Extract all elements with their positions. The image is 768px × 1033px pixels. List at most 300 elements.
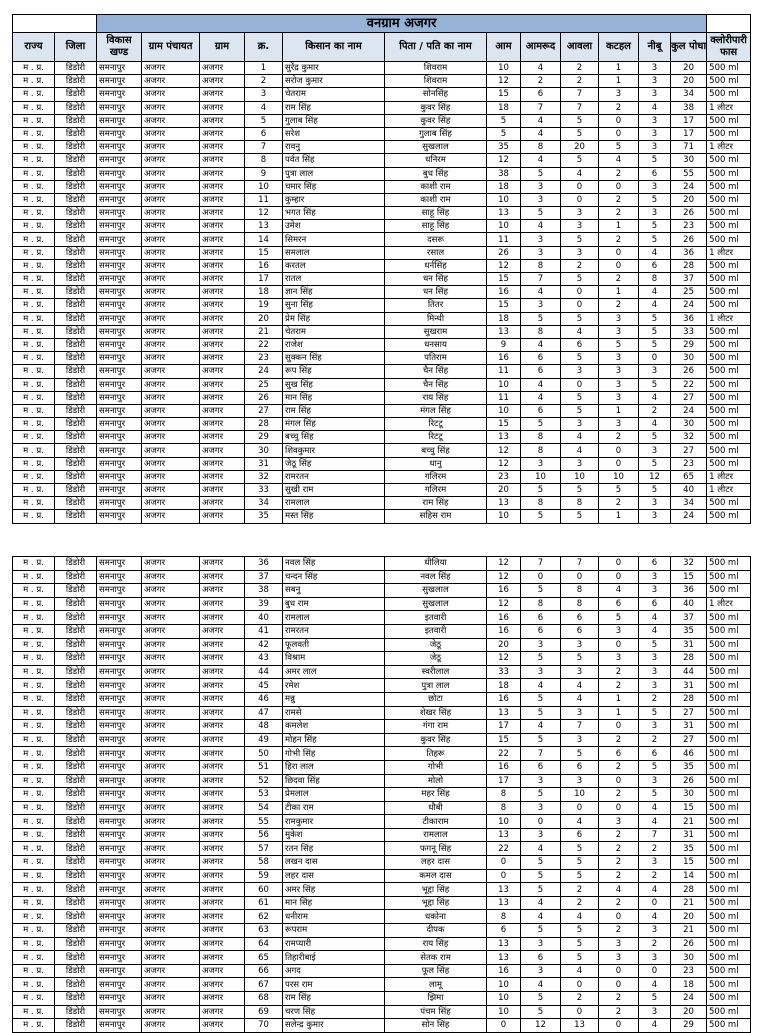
cell-serial: 19 xyxy=(245,299,283,312)
cell-farmer-name: सुखी राम xyxy=(283,484,385,497)
cell-chlorpyrifos: 1 लीटर xyxy=(707,101,751,114)
table-row xyxy=(13,815,751,829)
cell-panchayat: अजगर xyxy=(142,706,200,720)
cell-father-name: भूद्दा सिंह xyxy=(385,896,487,910)
cell-block: समनापुर xyxy=(97,259,142,272)
cell-father-name: राम सिंह xyxy=(385,497,487,510)
cell-father-name: पुत्रा लाल xyxy=(385,679,487,693)
cell-panchayat: अजगर xyxy=(142,338,200,351)
cell-father-name: मोलो xyxy=(385,774,487,788)
cell-father-name: धनिरम xyxy=(385,154,487,167)
cell-serial: 59 xyxy=(245,869,283,883)
cell-total-plants: 26 xyxy=(671,207,707,220)
cell-district: डिंडोरी xyxy=(55,652,97,666)
table-row xyxy=(13,611,751,625)
cell-total-plants: 27 xyxy=(671,391,707,404)
cell-serial: 62 xyxy=(245,910,283,924)
cell-state: म . प्र. xyxy=(13,611,55,625)
cell-serial: 52 xyxy=(245,774,283,788)
cell-block: समनापुर xyxy=(97,88,142,101)
cell-village: अजगर xyxy=(200,154,245,167)
cell-lemon: 4 xyxy=(639,801,671,815)
cell-farmer-name: लखन दास xyxy=(283,856,385,870)
cell-chlorpyrifos: 500 ml xyxy=(707,391,751,404)
cell-state: म . प्र. xyxy=(13,497,55,510)
cell-jackfruit: 3 xyxy=(599,88,639,101)
header-mango: आम xyxy=(487,33,521,62)
cell-village: अजगर xyxy=(200,828,245,842)
cell-district: डिंडोरी xyxy=(55,312,97,325)
cell-total-plants: 20 xyxy=(671,75,707,88)
cell-lemon: 3 xyxy=(639,1005,671,1019)
cell-farmer-name: गोभी सिंह xyxy=(283,747,385,761)
cell-amla: 5 xyxy=(561,154,599,167)
cell-amla: 7 xyxy=(561,88,599,101)
cell-serial: 27 xyxy=(245,404,283,417)
table-row xyxy=(13,193,751,206)
cell-jackfruit: 4 xyxy=(599,154,639,167)
cell-state: म . प्र. xyxy=(13,444,55,457)
cell-district: डिंडोरी xyxy=(55,638,97,652)
cell-total-plants: 34 xyxy=(671,497,707,510)
cell-farmer-name: सरोज कुमार xyxy=(283,75,385,88)
cell-mango: 18 xyxy=(487,312,521,325)
cell-jackfruit: 2 xyxy=(599,207,639,220)
cell-panchayat: अजगर xyxy=(142,365,200,378)
cell-father-name: काशी राम xyxy=(385,180,487,193)
cell-village: अजगर xyxy=(200,418,245,431)
cell-jackfruit: 6 xyxy=(599,597,639,611)
title-blank-left xyxy=(13,15,97,33)
cell-amla: 0 xyxy=(561,180,599,193)
cell-lemon: 3 xyxy=(639,720,671,734)
table-row xyxy=(13,706,751,720)
cell-district: डिंडोरी xyxy=(55,828,97,842)
cell-state: म . प्र. xyxy=(13,141,55,154)
cell-district: डिंडोरी xyxy=(55,815,97,829)
cell-farmer-name: करतल xyxy=(283,259,385,272)
cell-block: समनापुर xyxy=(97,1005,142,1019)
cell-village: अजगर xyxy=(200,679,245,693)
cell-mango: 18 xyxy=(487,180,521,193)
cell-lemon: 5 xyxy=(639,220,671,233)
cell-panchayat: अजगर xyxy=(142,896,200,910)
cell-jackfruit: 3 xyxy=(599,312,639,325)
cell-amla: 3 xyxy=(561,774,599,788)
cell-total-plants: 32 xyxy=(671,431,707,444)
cell-village: अजगर xyxy=(200,692,245,706)
cell-panchayat: अजगर xyxy=(142,418,200,431)
cell-serial: 20 xyxy=(245,312,283,325)
cell-jackfruit: 3 xyxy=(599,652,639,666)
cell-amla: 10 xyxy=(561,788,599,802)
cell-serial: 66 xyxy=(245,964,283,978)
cell-total-plants: 28 xyxy=(671,883,707,897)
cell-lemon: 5 xyxy=(639,788,671,802)
cell-total-plants: 24 xyxy=(671,299,707,312)
cell-village: अजगर xyxy=(200,404,245,417)
plantation-table-part-2 xyxy=(12,556,751,1033)
cell-farmer-name: अमर सिंह xyxy=(283,883,385,897)
cell-panchayat: अजगर xyxy=(142,62,200,75)
cell-panchayat: अजगर xyxy=(142,774,200,788)
cell-jackfruit: 0 xyxy=(599,457,639,470)
cell-village: अजगर xyxy=(200,365,245,378)
table-row xyxy=(13,937,751,951)
cell-mango: 15 xyxy=(487,273,521,286)
cell-village: अजगर xyxy=(200,352,245,365)
cell-panchayat: अजगर xyxy=(142,404,200,417)
cell-state: म . प्र. xyxy=(13,883,55,897)
cell-guava: 4 xyxy=(521,679,561,693)
cell-lemon: 5 xyxy=(639,431,671,444)
cell-amla: 2 xyxy=(561,62,599,75)
cell-serial: 44 xyxy=(245,665,283,679)
cell-guava: 5 xyxy=(521,510,561,523)
cell-amla: 4 xyxy=(561,679,599,693)
cell-block: समनापुर xyxy=(97,510,142,523)
cell-guava: 4 xyxy=(521,338,561,351)
cell-panchayat: अजगर xyxy=(142,444,200,457)
cell-state: म . प्र. xyxy=(13,774,55,788)
table-row xyxy=(13,733,751,747)
cell-state: म . प्र. xyxy=(13,842,55,856)
cell-serial: 50 xyxy=(245,747,283,761)
cell-chlorpyrifos: 500 ml xyxy=(707,747,751,761)
cell-panchayat: अजगर xyxy=(142,127,200,140)
cell-village: अजगर xyxy=(200,299,245,312)
cell-father-name: पतिराम xyxy=(385,352,487,365)
cell-village: अजगर xyxy=(200,312,245,325)
cell-lemon: 5 xyxy=(639,312,671,325)
cell-amla: 7 xyxy=(561,101,599,114)
cell-district: डिंडोरी xyxy=(55,114,97,127)
table-row xyxy=(13,180,751,193)
cell-village: अजगर xyxy=(200,444,245,457)
cell-panchayat: अजगर xyxy=(142,154,200,167)
cell-lemon: 4 xyxy=(639,299,671,312)
cell-chlorpyrifos: 500 ml xyxy=(707,992,751,1006)
cell-chlorpyrifos: 1 लीटर xyxy=(707,312,751,325)
cell-village: अजगर xyxy=(200,624,245,638)
cell-village: अजगर xyxy=(200,338,245,351)
cell-block: समनापुर xyxy=(97,101,142,114)
table-row xyxy=(13,246,751,259)
cell-total-plants: 71 xyxy=(671,141,707,154)
cell-farmer-name: रमेश xyxy=(283,679,385,693)
cell-district: डिंडोरी xyxy=(55,167,97,180)
cell-farmer-name: रूपराम xyxy=(283,924,385,938)
cell-total-plants: 44 xyxy=(671,665,707,679)
cell-chlorpyrifos: 500 ml xyxy=(707,510,751,523)
cell-state: म . प्र. xyxy=(13,815,55,829)
cell-mango: 10 xyxy=(487,815,521,829)
cell-block: समनापुर xyxy=(97,720,142,734)
cell-total-plants: 17 xyxy=(671,127,707,140)
table-row xyxy=(13,75,751,88)
cell-village: अजगर xyxy=(200,114,245,127)
cell-district: डिंडोरी xyxy=(55,937,97,951)
cell-serial: 42 xyxy=(245,638,283,652)
cell-guava: 4 xyxy=(521,978,561,992)
cell-amla: 5 xyxy=(561,127,599,140)
cell-block: समनापुर xyxy=(97,828,142,842)
cell-total-plants: 23 xyxy=(671,220,707,233)
table-row xyxy=(13,338,751,351)
cell-district: डिंडोरी xyxy=(55,484,97,497)
cell-panchayat: अजगर xyxy=(142,167,200,180)
cell-amla: 7 xyxy=(561,720,599,734)
cell-jackfruit: 2 xyxy=(599,193,639,206)
cell-farmer-name: सुरेंद्र कुमार xyxy=(283,62,385,75)
cell-village: अजगर xyxy=(200,88,245,101)
cell-father-name: लहर दास xyxy=(385,856,487,870)
cell-district: डिंडोरी xyxy=(55,801,97,815)
cell-block: समनापुर xyxy=(97,706,142,720)
cell-mango: 5 xyxy=(487,114,521,127)
cell-panchayat: अजगर xyxy=(142,733,200,747)
header-district: जिला xyxy=(55,33,97,62)
cell-panchayat: अजगर xyxy=(142,352,200,365)
table-row xyxy=(13,457,751,470)
cell-district: डिंडोरी xyxy=(55,692,97,706)
cell-block: समनापुर xyxy=(97,557,142,571)
cell-mango: 13 xyxy=(487,207,521,220)
cell-mango: 16 xyxy=(487,624,521,638)
cell-amla: 6 xyxy=(561,338,599,351)
cell-total-plants: 32 xyxy=(671,557,707,571)
cell-father-name: साहू सिंह xyxy=(385,220,487,233)
cell-father-name: फूल सिंह xyxy=(385,964,487,978)
cell-guava: 6 xyxy=(521,611,561,625)
cell-amla: 5 xyxy=(561,842,599,856)
cell-block: समनापुर xyxy=(97,167,142,180)
cell-jackfruit: 1 xyxy=(599,62,639,75)
cell-farmer-name: मान सिंह xyxy=(283,391,385,404)
cell-jackfruit: 2 xyxy=(599,679,639,693)
cell-serial: 61 xyxy=(245,896,283,910)
cell-father-name: नवल सिंह xyxy=(385,570,487,584)
cell-district: डिंडोरी xyxy=(55,352,97,365)
cell-district: डिंडोरी xyxy=(55,510,97,523)
cell-block: समनापुर xyxy=(97,352,142,365)
cell-state: म . प्र. xyxy=(13,665,55,679)
cell-serial: 64 xyxy=(245,937,283,951)
cell-farmer-name: प्रेम सिंह xyxy=(283,312,385,325)
cell-chlorpyrifos: 500 ml xyxy=(707,951,751,965)
cell-mango: 12 xyxy=(487,259,521,272)
cell-father-name: सोन सिंह xyxy=(385,1019,487,1033)
cell-farmer-name: रामकुमार xyxy=(283,815,385,829)
cell-lemon: 4 xyxy=(639,624,671,638)
cell-farmer-name: अमर लाल xyxy=(283,665,385,679)
cell-serial: 34 xyxy=(245,497,283,510)
cell-serial: 9 xyxy=(245,167,283,180)
cell-serial: 56 xyxy=(245,828,283,842)
cell-mango: 10 xyxy=(487,62,521,75)
cell-farmer-name: शिवकुमार xyxy=(283,444,385,457)
cell-serial: 13 xyxy=(245,220,283,233)
cell-mango: 26 xyxy=(487,246,521,259)
cell-chlorpyrifos: 1 लीटर xyxy=(707,141,751,154)
table-row xyxy=(13,652,751,666)
cell-total-plants: 28 xyxy=(671,692,707,706)
cell-village: अजगर xyxy=(200,665,245,679)
cell-father-name: इतवारी xyxy=(385,611,487,625)
cell-district: डिंडोरी xyxy=(55,570,97,584)
cell-guava: 5 xyxy=(521,869,561,883)
cell-panchayat: अजगर xyxy=(142,937,200,951)
cell-panchayat: अजगर xyxy=(142,910,200,924)
cell-farmer-name: रामरतन xyxy=(283,624,385,638)
cell-district: डिंडोरी xyxy=(55,418,97,431)
cell-father-name: कमल दास xyxy=(385,869,487,883)
cell-father-name: राय सिंह xyxy=(385,937,487,951)
cell-farmer-name: पर्वत सिंह xyxy=(283,154,385,167)
cell-father-name: धनसाय xyxy=(385,338,487,351)
cell-farmer-name: मस्त सिंह xyxy=(283,510,385,523)
cell-panchayat: अजगर xyxy=(142,992,200,1006)
table-row xyxy=(13,167,751,180)
cell-village: अजगर xyxy=(200,378,245,391)
cell-state: म . प्र. xyxy=(13,856,55,870)
cell-farmer-name: कमलेश xyxy=(283,720,385,734)
cell-guava: 4 xyxy=(521,220,561,233)
cell-block: समनापुर xyxy=(97,180,142,193)
cell-district: डिंडोरी xyxy=(55,611,97,625)
cell-district: डिंडोरी xyxy=(55,286,97,299)
cell-district: डिंडोरी xyxy=(55,842,97,856)
cell-father-name: कुवर सिंह xyxy=(385,733,487,747)
cell-district: डिंडोरी xyxy=(55,338,97,351)
cell-total-plants: 23 xyxy=(671,964,707,978)
cell-father-name: दसरू xyxy=(385,233,487,246)
cell-jackfruit: 3 xyxy=(599,624,639,638)
cell-block: समनापुर xyxy=(97,365,142,378)
cell-jackfruit: 0 xyxy=(599,557,639,571)
cell-village: अजगर xyxy=(200,167,245,180)
cell-guava: 5 xyxy=(521,706,561,720)
cell-village: अजगर xyxy=(200,720,245,734)
cell-chlorpyrifos: 500 ml xyxy=(707,557,751,571)
cell-panchayat: अजगर xyxy=(142,391,200,404)
cell-village: अजगर xyxy=(200,431,245,444)
cell-village: अजगर xyxy=(200,193,245,206)
cell-district: डिंडोरी xyxy=(55,964,97,978)
cell-district: डिंडोरी xyxy=(55,720,97,734)
cell-district: डिंडोरी xyxy=(55,391,97,404)
cell-state: म . प्र. xyxy=(13,180,55,193)
cell-lemon: 12 xyxy=(639,470,671,483)
cell-total-plants: 31 xyxy=(671,720,707,734)
cell-state: म . प्र. xyxy=(13,246,55,259)
cell-village: अजगर xyxy=(200,557,245,571)
cell-lemon: 5 xyxy=(639,484,671,497)
header-jackfruit: कटहल xyxy=(599,33,639,62)
header-guava: आमरूद xyxy=(521,33,561,62)
cell-mango: 12 xyxy=(487,444,521,457)
cell-total-plants: 27 xyxy=(671,733,707,747)
cell-total-plants: 36 xyxy=(671,584,707,598)
cell-panchayat: अजगर xyxy=(142,484,200,497)
cell-mango: 17 xyxy=(487,720,521,734)
cell-state: म . प्र. xyxy=(13,154,55,167)
cell-district: डिंडोरी xyxy=(55,88,97,101)
cell-state: म . प्र. xyxy=(13,597,55,611)
cell-panchayat: अजगर xyxy=(142,1019,200,1033)
cell-jackfruit: 2 xyxy=(599,299,639,312)
cell-block: समनापुर xyxy=(97,937,142,951)
cell-jackfruit: 0 xyxy=(599,127,639,140)
cell-serial: 38 xyxy=(245,584,283,598)
table-row xyxy=(13,992,751,1006)
cell-block: समनापुर xyxy=(97,404,142,417)
cell-amla: 4 xyxy=(561,692,599,706)
cell-lemon: 3 xyxy=(639,679,671,693)
cell-state: म . प्र. xyxy=(13,638,55,652)
cell-total-plants: 24 xyxy=(671,180,707,193)
cell-mango: 22 xyxy=(487,842,521,856)
header-total-plants: कुल पोधा xyxy=(671,33,707,62)
cell-amla: 3 xyxy=(561,638,599,652)
cell-amla: 0 xyxy=(561,299,599,312)
cell-mango: 11 xyxy=(487,391,521,404)
cell-total-plants: 40 xyxy=(671,484,707,497)
cell-village: अजगर xyxy=(200,896,245,910)
table-row xyxy=(13,154,751,167)
cell-village: अजगर xyxy=(200,856,245,870)
cell-lemon: 3 xyxy=(639,127,671,140)
cell-district: डिंडोरी xyxy=(55,747,97,761)
cell-father-name: मंगल सिंह xyxy=(385,404,487,417)
cell-total-plants: 30 xyxy=(671,418,707,431)
cell-chlorpyrifos: 500 ml xyxy=(707,760,751,774)
cell-mango: 13 xyxy=(487,431,521,444)
cell-father-name: कुवर सिंह xyxy=(385,101,487,114)
cell-panchayat: अजगर xyxy=(142,259,200,272)
cell-village: अजगर xyxy=(200,75,245,88)
cell-village: अजगर xyxy=(200,801,245,815)
cell-amla: 3 xyxy=(561,246,599,259)
cell-amla: 4 xyxy=(561,325,599,338)
cell-mango: 12 xyxy=(487,75,521,88)
cell-serial: 29 xyxy=(245,431,283,444)
cell-guava: 8 xyxy=(521,497,561,510)
cell-father-name: महर सिंह xyxy=(385,788,487,802)
cell-jackfruit: 0 xyxy=(599,774,639,788)
cell-mango: 10 xyxy=(487,1005,521,1019)
cell-guava: 6 xyxy=(521,951,561,965)
cell-state: म . प्र. xyxy=(13,167,55,180)
cell-jackfruit: 2 xyxy=(599,273,639,286)
cell-block: समनापुर xyxy=(97,273,142,286)
cell-block: समनापुर xyxy=(97,246,142,259)
cell-block: समनापुर xyxy=(97,1019,142,1033)
cell-lemon: 3 xyxy=(639,584,671,598)
cell-farmer-name: रूप सिंह xyxy=(283,365,385,378)
cell-farmer-name: सिमरन xyxy=(283,233,385,246)
cell-amla: 3 xyxy=(561,207,599,220)
cell-panchayat: अजगर xyxy=(142,470,200,483)
cell-mango: 22 xyxy=(487,747,521,761)
cell-block: समनापुर xyxy=(97,883,142,897)
cell-father-name: तिहरू xyxy=(385,747,487,761)
cell-district: डिंडोरी xyxy=(55,378,97,391)
table-row xyxy=(13,233,751,246)
cell-village: अजगर xyxy=(200,180,245,193)
cell-guava: 8 xyxy=(521,325,561,338)
cell-amla: 3 xyxy=(561,457,599,470)
